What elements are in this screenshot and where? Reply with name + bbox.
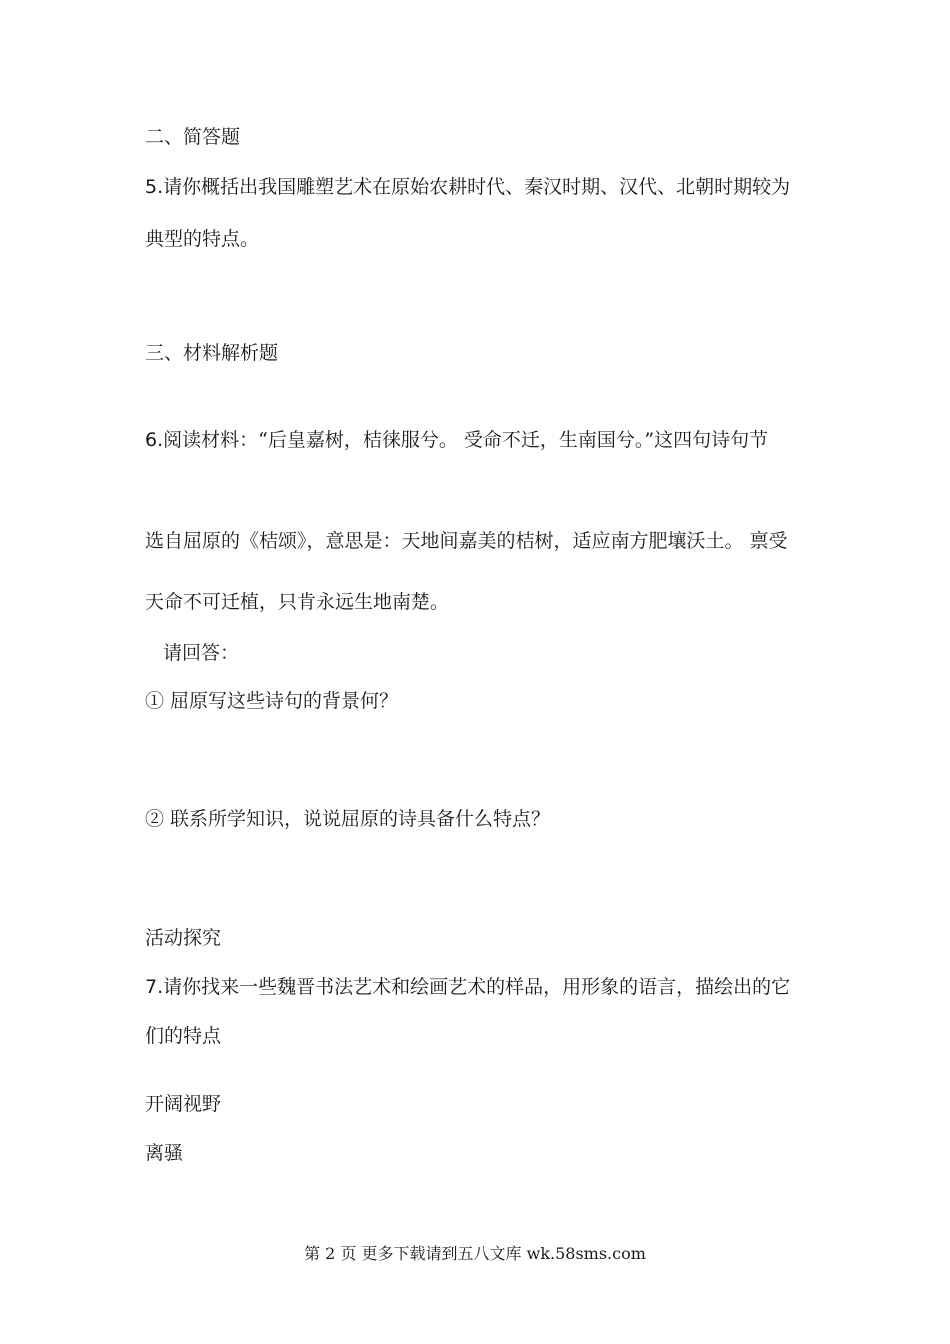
question-5-line-2: 典型的特点。 — [145, 228, 260, 250]
question-6-line-1 — [145, 427, 768, 453]
question-5-text: 请你概括出我国雕塑艺术在原始农耕时代、秦汉时期、汉代、北朝时期较为 — [163, 176, 791, 198]
section-heading-short-answer: 二、简答题 — [145, 126, 241, 148]
question-7-line-1 — [145, 974, 790, 1000]
question-6-text: 阅读材料：“后皇嘉树，桔徕服兮。 受命不迁，生南国兮。”这四句诗句节 — [163, 429, 769, 451]
question-6-line-3: 天命不可迁植，只肯永远生地南楚。 — [145, 591, 450, 613]
question-7-line-2: 们的特点 — [145, 1025, 222, 1047]
page-footer: 第 2 页 更多下载请到五八文库 wk.58sms.com — [304, 1244, 646, 1263]
section-heading-extra: 开阔视野 — [145, 1093, 222, 1115]
extra-item: 离骚 — [145, 1142, 184, 1164]
question-6-sub-1: ① 屈原写这些诗句的背景何？ — [145, 690, 399, 712]
question-6-number: 6. — [145, 429, 164, 451]
question-6-line-2: 选自屈原的《桔颂》，意思是：天地间嘉美的桔树，适应南方肥壤沃土。 禀受 — [145, 530, 788, 552]
section-heading-activity: 活动探究 — [145, 927, 222, 949]
question-6-prompt: 请回答： — [163, 642, 240, 664]
question-5-line-1 — [145, 174, 790, 200]
question-6-sub-2: ② 联系所学知识，说说屈原的诗具备什么特点？ — [145, 808, 551, 830]
question-7-text: 请你找来一些魏晋书法艺术和绘画艺术的样品，用形象的语言，描绘出的它 — [163, 976, 791, 998]
question-5-number: 5. — [145, 176, 164, 198]
section-heading-material: 三、材料解析题 — [145, 342, 279, 364]
question-7-number: 7. — [145, 976, 164, 998]
